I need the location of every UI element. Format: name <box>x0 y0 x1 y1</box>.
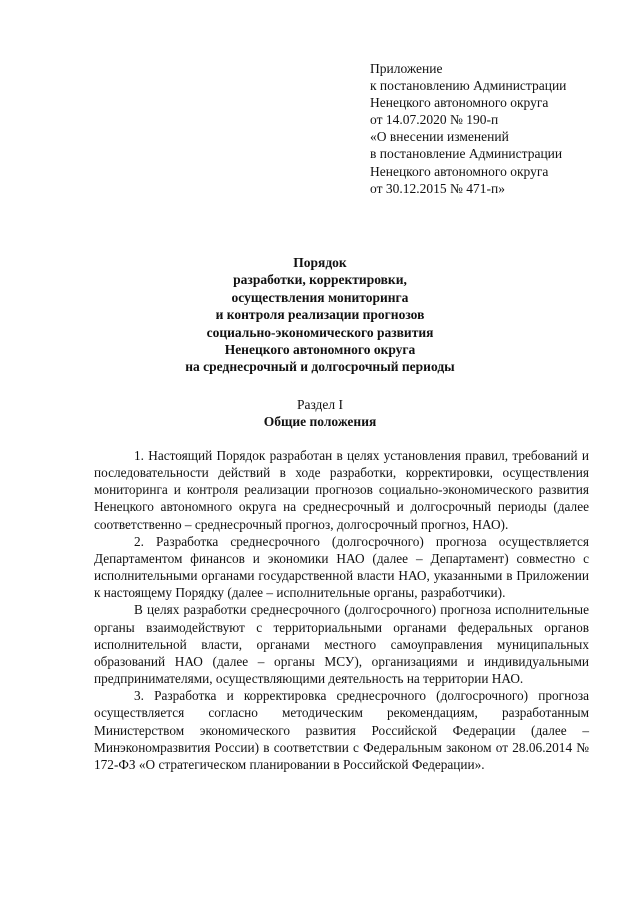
appendix-line: Ненецкого автономного округа <box>370 95 549 111</box>
title-line: Порядок <box>293 255 347 270</box>
appendix-line: от 30.12.2015 № 471-п» <box>370 180 505 196</box>
paragraph: 2. Разработка среднесрочного (долгосрочного) прогноза осуществляется Департаментом финансов и экономики НАО (далее – Департамент) совместно с исполнительными органами государственной власти НАО, указанными в Приложении к настоящему Порядку (далее – исполнительные органы, разработчики). <box>94 533 589 601</box>
appendix-line: Приложение <box>370 61 443 76</box>
paragraph: В целях разработки среднесрочного (долгосрочного) прогноза исполнительные органы взаимодействуют с территориальными органами федеральных органов исполнительной власти, органами местного самоуправления муниципальных образований НАО (далее – органы МСУ), организациями и индивидуальными предпринимателями, осуществляющими деятельность на территории НАО. <box>94 602 589 687</box>
appendix-line: «О внесении изменений <box>370 129 509 145</box>
document-title <box>0 254 640 376</box>
title-line: и контроля реализации прогнозов <box>215 307 425 323</box>
appendix-line: от 14.07.2020 № 190-п <box>370 112 499 128</box>
title-line: разработки, корректировки, <box>233 272 407 288</box>
appendix-line: к постановлению Администрации <box>370 78 567 94</box>
section-title: Общие положения <box>263 414 377 430</box>
title-line: на среднесрочный и долгосрочный периоды <box>185 359 455 375</box>
paragraph: 3. Разработка и корректировка среднесрочного (долгосрочного) прогноза осуществляется согласно методическим рекомендациям, разработанным Министерством экономического развития Российской Федерации (далее – Минэкономразвития России) в соответствии с Федеральным законом от 28.06.2014 № 172-ФЗ «О стратегическом планировании в Российской Федерации». <box>94 688 589 772</box>
appendix-line: Ненецкого автономного округа <box>370 163 549 179</box>
appendix-header <box>370 60 632 197</box>
section-heading <box>0 396 640 431</box>
appendix-line: в постановление Администрации <box>370 146 563 162</box>
section-label: Раздел I <box>296 397 344 412</box>
title-line: социально-экономического развития <box>206 324 434 340</box>
document-body <box>94 447 589 773</box>
title-line: осуществления мониторинга <box>231 289 409 305</box>
title-line: Ненецкого автономного округа <box>224 342 416 358</box>
paragraph: 1. Настоящий Порядок разработан в целях установления правил, требований и последовательности действий в ходе разработки, корректировки, осуществления мониторинга и контроля реализации прогнозов социально-экономического развития Ненецкого автономного округа на среднесрочный и долгосрочный периоды (далее соответственно – среднесрочный прогноз, долгосрочный прогноз, НАО). <box>94 448 589 532</box>
